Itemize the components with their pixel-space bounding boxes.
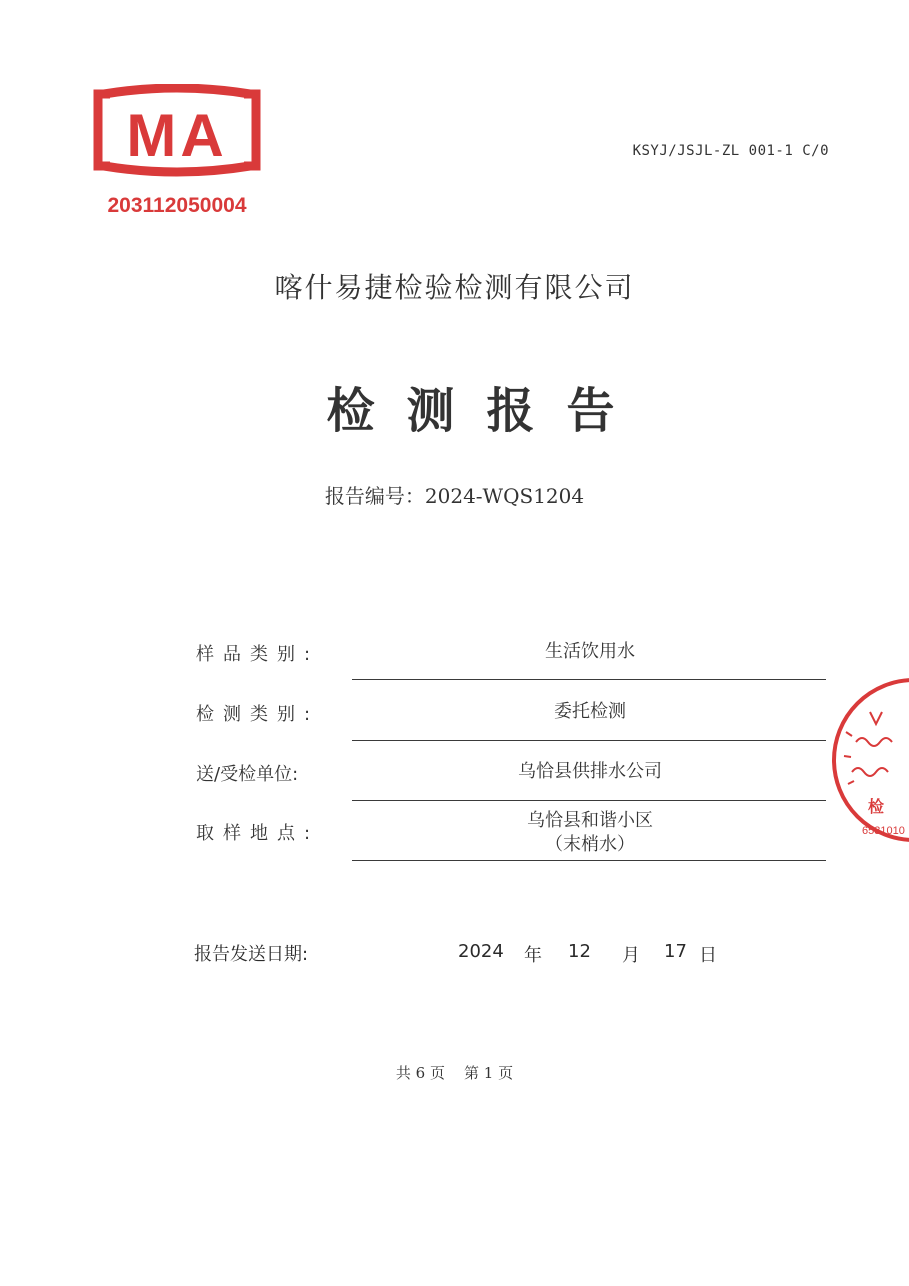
field-value-sample-type: 生活饮用水 (545, 641, 635, 662)
seal-partial-text: 检 (868, 797, 885, 816)
report-number-line (0, 480, 909, 509)
issue-date-year-unit: 年 (524, 945, 542, 966)
ma-text: MA (126, 102, 228, 169)
field-label-sampling-site: 取样地点: (196, 823, 320, 844)
issue-date-label: 报告发送日期: (194, 944, 309, 965)
company-name: 喀什易捷检验检测有限公司 (274, 271, 635, 304)
field-underline (352, 679, 826, 680)
seal-partial-number: 6531010 (862, 825, 905, 837)
report-number-value: 2024-WQS1204 (424, 484, 585, 508)
document-code: KSYJ/JSJL-ZL 001-1 C/0 (632, 143, 829, 159)
issue-date-year: 2024 (458, 941, 504, 962)
report-title: 检测报告 (326, 383, 647, 439)
issue-date-month-unit: 月 (622, 945, 640, 966)
field-label-test-type: 检测类别: (196, 704, 320, 725)
page-footer: 共 6 页 第 1 页 (395, 1064, 514, 1082)
company-seal (826, 672, 909, 848)
sampling-site-line2: （末梢水） (545, 834, 635, 855)
field-value-client-unit: 乌恰县供排水公司 (518, 761, 662, 782)
sampling-site-line1: 乌恰县和谐小区 (527, 810, 653, 831)
issue-date-day-unit: 日 (699, 945, 717, 966)
ma-number: 203112050004 (107, 194, 247, 217)
field-underline (352, 740, 826, 741)
field-label-sample-type: 样品类别: (196, 644, 320, 665)
field-value-sampling-site (354, 809, 826, 857)
field-label-client-unit: 送/受检单位: (196, 764, 299, 785)
cma-stamp (88, 84, 266, 220)
field-value-test-type: 委托检测 (554, 701, 626, 722)
field-underline (352, 860, 826, 861)
issue-date-month: 12 (568, 941, 591, 962)
field-underline (352, 800, 826, 801)
issue-date-day: 17 (664, 941, 687, 962)
seal-ring-icon (834, 680, 909, 840)
report-number-label: 报告编号： (324, 484, 425, 508)
